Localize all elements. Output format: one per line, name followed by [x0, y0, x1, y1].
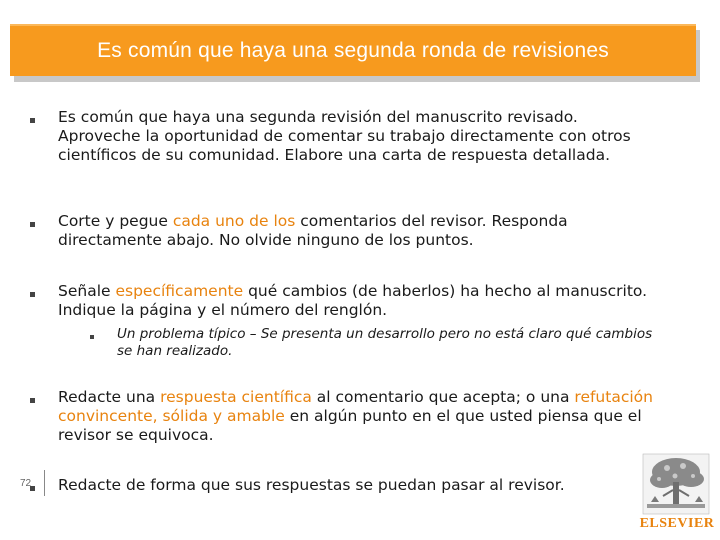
bullet-marker	[30, 292, 35, 297]
bullet-text-part: comentarios del revisor. Responda directamente abajo. No olvide ninguno de los puntos.	[58, 212, 568, 249]
bullet-item	[30, 282, 658, 320]
bullet-text	[58, 212, 658, 250]
bullet-text	[58, 282, 658, 320]
slide-title: Es común que haya una segunda ronda de revisiones	[97, 39, 609, 62]
sub-bullet-item	[90, 326, 657, 360]
bullet-text-part: Señale	[58, 282, 116, 300]
bullet-text-part: Redacte una	[58, 388, 161, 406]
slide-number: 72	[20, 478, 32, 489]
title-bar	[10, 24, 696, 76]
bullet-item	[30, 388, 658, 445]
highlighted-text: refutación convincente, sólida y amable	[58, 388, 653, 425]
bullet-marker	[30, 398, 35, 403]
bullet-item	[30, 476, 658, 495]
highlighted-text: cada uno de los	[172, 212, 296, 230]
sub-bullet-marker	[90, 335, 94, 339]
bullet-marker	[30, 118, 35, 123]
elsevier-wordmark: ELSEVIER	[639, 516, 715, 531]
sub-bullet-text: Un problema típico – Se presenta un desarrollo pero no está claro qué cambios se han realizado.	[117, 326, 653, 359]
bullet-text	[58, 388, 658, 445]
bullet-item	[30, 212, 658, 250]
bullet-text: Redacte de forma que sus respuestas se puedan pasar al revisor.	[58, 476, 565, 494]
slide-number-divider	[44, 470, 45, 496]
highlighted-text: específicamente	[115, 282, 244, 300]
bullet-item	[30, 108, 658, 165]
bullet-text: Es común que haya una segunda revisión del manuscrito revisado. Aproveche la oportunidad de comentar su trabajo directamente con otros científicos de su comunidad. Elabore una carta de respuesta detallada.	[58, 108, 631, 164]
bullet-text-part: al comentario que acepta; o una	[311, 388, 575, 406]
bullet-text-part: Corte y pegue	[58, 212, 173, 230]
bullet-marker	[30, 222, 35, 227]
bullet-text-part: qué cambios (de haberlos) ha hecho al manuscrito. Indique la página y el número del renglón.	[58, 282, 648, 319]
highlighted-text: respuesta científica	[160, 388, 312, 406]
bullet-text-part: en algún punto en el que usted piensa que el revisor se equivoca.	[58, 407, 642, 444]
